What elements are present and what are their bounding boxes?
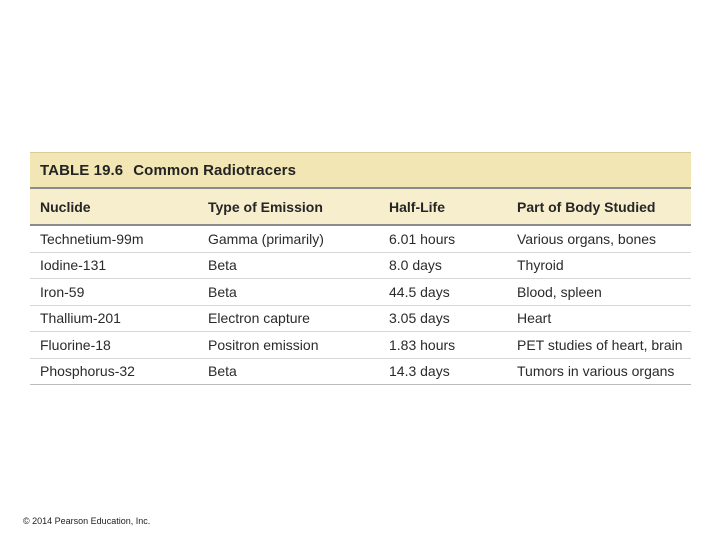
cell-nuclide: Technetium-99m (30, 225, 198, 252)
table-row (30, 225, 691, 252)
cell-emission-type: Beta (198, 279, 379, 306)
column-header-emission-type: Type of Emission (198, 188, 379, 225)
cell-emission-type: Positron emission (198, 332, 379, 359)
column-header-body-part: Part of Body Studied (507, 188, 691, 225)
cell-nuclide: Iodine-131 (30, 252, 198, 279)
cell-half-life: 44.5 days (379, 279, 507, 306)
cell-emission-type: Beta (198, 252, 379, 279)
cell-body-part: Various organs, bones (507, 225, 691, 252)
cell-body-part: PET studies of heart, brain (507, 332, 691, 359)
cell-emission-type: Electron capture (198, 305, 379, 332)
cell-body-part: Blood, spleen (507, 279, 691, 306)
table-row (30, 252, 691, 279)
table-row (30, 279, 691, 306)
cell-half-life: 3.05 days (379, 305, 507, 332)
cell-half-life: 14.3 days (379, 358, 507, 385)
cell-nuclide: Fluorine-18 (30, 332, 198, 359)
column-header-nuclide: Nuclide (30, 188, 198, 225)
table-title: Common Radiotracers (133, 161, 297, 179)
table-row (30, 305, 691, 332)
radiotracers-table (30, 187, 691, 385)
cell-emission-type: Gamma (primarily) (198, 225, 379, 252)
radiotracers-table-container (30, 152, 691, 385)
table-row (30, 358, 691, 385)
cell-half-life: 6.01 hours (379, 225, 507, 252)
cell-half-life: 1.83 hours (379, 332, 507, 359)
column-header-half-life: Half-Life (379, 188, 507, 225)
cell-body-part: Tumors in various organs (507, 358, 691, 385)
cell-body-part: Heart (507, 305, 691, 332)
cell-body-part: Thyroid (507, 252, 691, 279)
table-body (30, 225, 691, 385)
cell-nuclide: Iron-59 (30, 279, 198, 306)
cell-nuclide: Phosphorus-32 (30, 358, 198, 385)
table-header (30, 188, 691, 225)
table-number: TABLE 19.6 (40, 161, 124, 179)
table-title-bar (30, 152, 691, 187)
cell-nuclide: Thallium-201 (30, 305, 198, 332)
copyright-notice: © 2014 Pearson Education, Inc. (23, 516, 151, 526)
cell-emission-type: Beta (198, 358, 379, 385)
table-row (30, 332, 691, 359)
header-row (30, 188, 691, 225)
cell-half-life: 8.0 days (379, 252, 507, 279)
